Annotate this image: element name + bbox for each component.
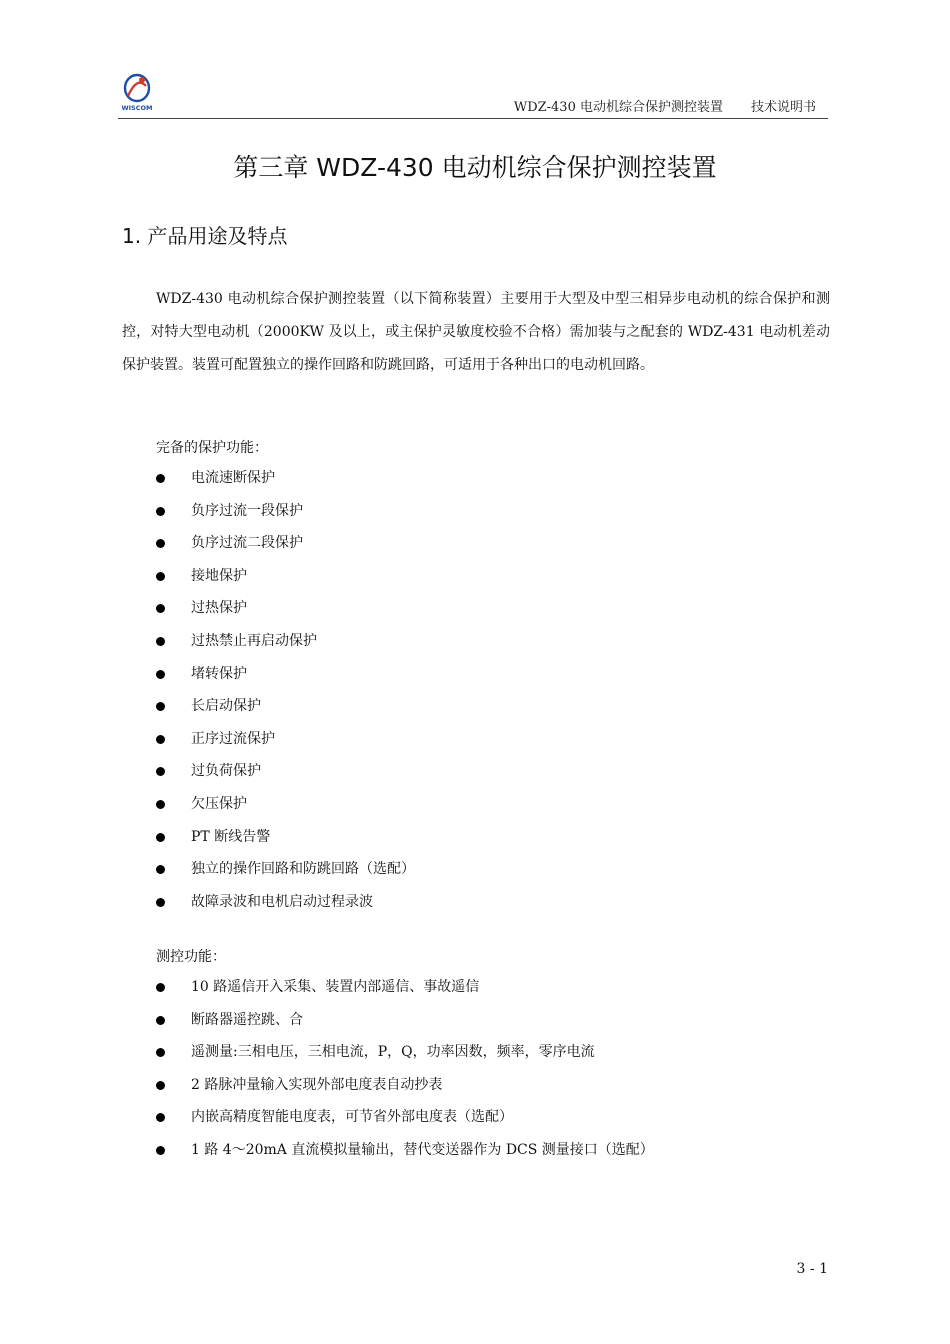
bullet-icon — [156, 767, 165, 776]
bullet-icon — [156, 735, 165, 744]
bullet-icon — [156, 1113, 165, 1122]
bullet-icon — [156, 1016, 165, 1025]
bullet-icon — [156, 1146, 165, 1155]
bullet-icon — [156, 833, 165, 842]
header-divider — [118, 118, 828, 119]
list-item: 负序过流一段保护 — [156, 495, 415, 528]
list-item: 2 路脉冲量输入实现外部电度表自动抄表 — [156, 1069, 654, 1102]
bullet-icon — [156, 572, 165, 581]
list-item: 接地保护 — [156, 560, 415, 593]
chapter-title: 第三章 WDZ-430 电动机综合保护测控装置 — [233, 153, 717, 182]
header-doc-type: 技术说明书 — [750, 100, 816, 115]
control-heading: 测控功能： — [156, 949, 226, 965]
list-item: 10 路遥信开入采集、装置内部遥信、事故遥信 — [156, 971, 654, 1004]
list-item: 独立的操作回路和防跳回路（选配） — [156, 853, 415, 886]
control-list — [156, 971, 654, 1167]
list-item: 电流速断保护 — [156, 462, 415, 495]
list-item: 正序过流保护 — [156, 723, 415, 756]
list-item: 长启动保护 — [156, 690, 415, 723]
list-item: 故障录波和电机启动过程录波 — [156, 886, 415, 919]
header-product: WDZ-430 电动机综合保护测控装置 — [513, 100, 723, 115]
list-item: 过热禁止再启动保护 — [156, 625, 415, 658]
bullet-icon — [156, 865, 165, 874]
bullet-icon — [156, 898, 165, 907]
intro-paragraph: WDZ-430 电动机综合保护测控装置（以下简称装置）主要用于大型及中型三相异步电动机的综合保护和测控，对特大型电动机（2000KW 及以上，或主保护灵敏度校验不合格）需加装与之配套的 WDZ-431 电动机差动保护装置。装置可配置独立的操作回路和防跳回路，可适用于各种出口的电动机回路。 — [122, 291, 830, 373]
list-item: 1 路 4～20mA 直流模拟量输出，替代变送器作为 DCS 测量接口（选配） — [156, 1134, 654, 1167]
logo-text: WISCOM — [121, 104, 153, 112]
list-item: 过热保护 — [156, 592, 415, 625]
list-item: PT 断线告警 — [156, 821, 415, 854]
bullet-icon — [156, 983, 165, 992]
running-header — [514, 96, 816, 115]
list-item: 负序过流二段保护 — [156, 527, 415, 560]
bullet-icon — [156, 637, 165, 646]
list-item: 过负荷保护 — [156, 755, 415, 788]
list-item: 欠压保护 — [156, 788, 415, 821]
page-number: 3 - 1 — [796, 1261, 828, 1277]
bullet-icon — [156, 604, 165, 613]
bullet-icon — [156, 539, 165, 548]
bullet-icon — [156, 474, 165, 483]
bullet-icon — [156, 1081, 165, 1090]
list-item: 内嵌高精度智能电度表，可节省外部电度表（选配） — [156, 1101, 654, 1134]
list-item: 遥测量:三相电压，三相电流，P，Q，功率因数，频率，零序电流 — [156, 1036, 654, 1069]
bullet-icon — [156, 800, 165, 809]
bullet-icon — [156, 702, 165, 711]
protection-list — [156, 462, 415, 918]
bullet-icon — [156, 670, 165, 679]
section-title: 1. 产品用途及特点 — [122, 224, 288, 248]
bullet-icon — [156, 507, 165, 516]
bullet-icon — [156, 1048, 165, 1057]
protection-heading: 完备的保护功能： — [156, 440, 268, 456]
company-logo — [118, 72, 156, 112]
list-item: 断路器遥控跳、合 — [156, 1004, 654, 1037]
list-item: 堵转保护 — [156, 658, 415, 691]
